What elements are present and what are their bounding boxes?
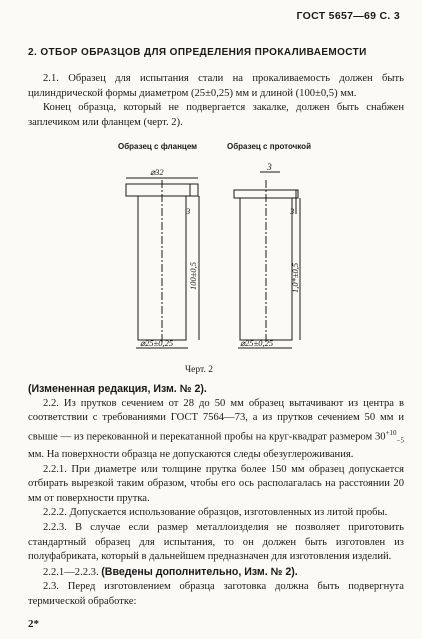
- section-title: 2. ОТБОР ОБРАЗЦОВ ДЛЯ ОПРЕДЕЛЕНИЯ ПРОКАЛИВАЕМОСТИ: [28, 47, 367, 58]
- right-length-label: 1,0*±0,5: [290, 262, 300, 293]
- body-block: [28, 382, 404, 610]
- caption-groove: Образец с проточкой: [227, 142, 311, 151]
- left-diam-bottom-label: ⌀25±0,25: [140, 338, 174, 348]
- paragraph-2-2-1: 2.2.1. При диаметре или толщине прутка более 150 мм образец допускается отбирать вырезкой таким образом, чтобы его ось располагалась на расстоянии 20 мм от поверхности прутка.: [28, 463, 404, 504]
- left-diam-top-label: ⌀32: [150, 167, 164, 177]
- page-header: ГОСТ 5657—69 С. 3: [296, 10, 400, 22]
- caption-flange: Образец с фланцем: [118, 142, 198, 151]
- paragraph-2-2-2: 2.2.2. Допускается использование образцов, изготовленных из литой пробы.: [43, 507, 388, 519]
- paragraph-range: 2.2.1—2.2.3. (Введены дополнительно, Изм. № 2).: [43, 565, 298, 578]
- changed-note: (Измененная редакция, Изм. № 2).: [28, 383, 207, 395]
- paragraph-2-3: 2.3. Перед изготовлением образца заготовка должна быть подвергнута термической обработке:: [28, 581, 404, 607]
- page-number: 2*: [28, 618, 39, 630]
- paragraph-end: Конец образца, который не подвергается закалке, должен быть снабжен заплечиком или фланцем (черт. 2).: [28, 102, 404, 128]
- paragraph-2-2: 2.2. Из прутков сечением от 28 до 50 мм образец вытачивают из центра в соответствии с требованиями ГОСТ 7564—73, а из прутков сечением 50 мм и свыше — из перекованной и перекатанной пробы на круг-квадрат размером $30^{+10}_{-5}$ мм. На поверхности образца не допускаются следы обезуглероживания.: [28, 397, 404, 461]
- right-groove-w-label: 3: [267, 163, 272, 173]
- right-groove-h-label: 3: [290, 206, 295, 216]
- figure-label: Черт. 2: [185, 365, 213, 375]
- right-diam-bottom-label: ⌀25±0,25: [240, 338, 274, 348]
- left-flange-h-label: 3: [186, 206, 191, 216]
- left-length-label: 100±0,5: [188, 261, 198, 290]
- paragraph-2-1: 2.1. Образец для испытания стали на прокаливаемость должен быть цилиндрической формы диаметром (25±0,25) мм и длиной (100±0,5) мм.: [28, 73, 404, 99]
- paragraph-2-2-3: 2.2.3. В случае если размер металлоизделия не позволяет приготовить стандартный образец для испытания, то он должен быть изготовлен из полуфабриката, который в дальнейшем предназначен для изготовления изделий.: [28, 521, 404, 563]
